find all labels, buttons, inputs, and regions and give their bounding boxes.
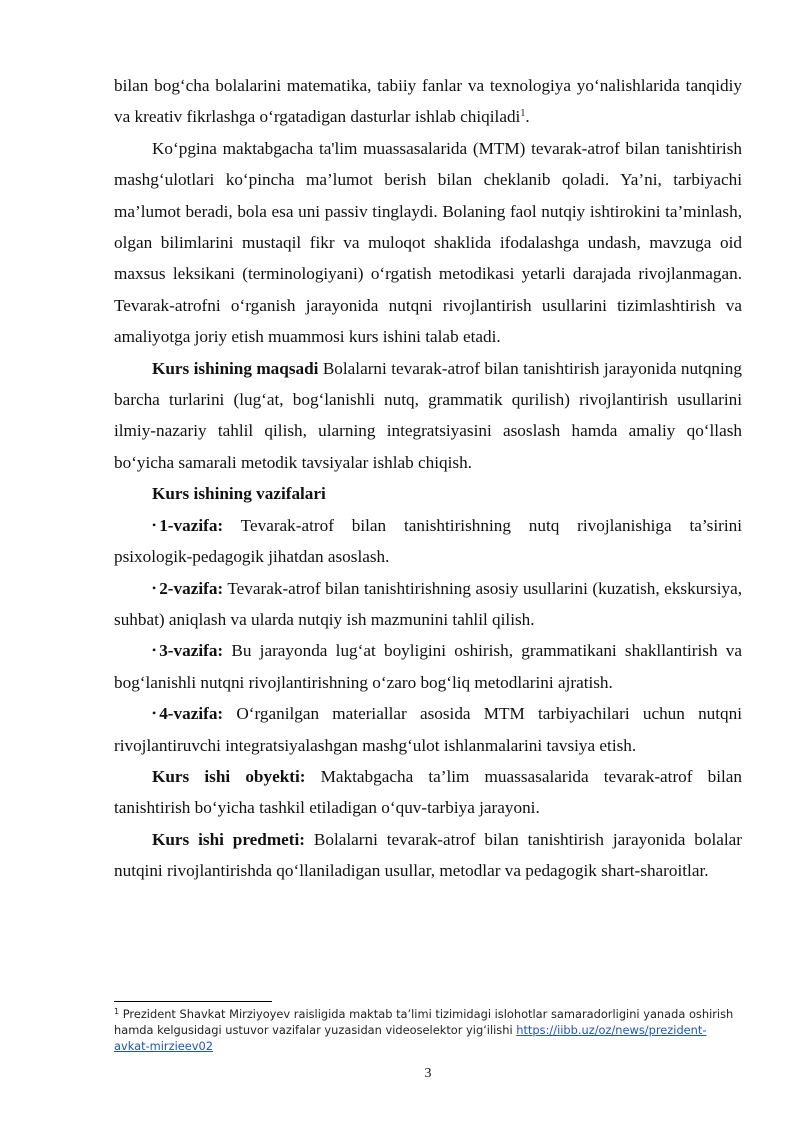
paragraph-text: bilan bog‘cha bolalarini matematika, tabiiy fanlar va texnologiya yo‘nalishlarida tanqidiy va kreativ fikrlashga o‘rgatadigan dasturlar ishlab chiqiladi <box>114 76 742 127</box>
paragraph-intro-continuation <box>114 70 742 133</box>
task-item <box>114 635 742 698</box>
subject-text: Bolalarni tevarak-atrof bilan tanishtirish jarayonida bolalar nutqini rivojlantirishda qo‘llaniladigan usullar, metodlar va pedagogik shart-sharoitlar. <box>114 829 742 881</box>
bullet-icon: • <box>152 580 157 595</box>
object-label: Kurs ishi obyekti: <box>152 766 306 786</box>
task-item <box>114 698 742 761</box>
page-number: 3 <box>424 1066 432 1081</box>
bullet-icon: • <box>152 517 157 532</box>
paragraph-goal <box>114 353 742 479</box>
task-text: Bu jarayonda lug‘at boyligini oshirish, grammatikani shakllantirish va bog‘lanishli nutqni rivojlantirishning o‘zaro bog‘liq metodlarini ajratish. <box>114 641 742 692</box>
task-text: O‘rganilgan materiallar asosida MTM tarbiyachilari uchun nutqni rivojlantiruvchi integratsiyalashgan mashg‘ulot ishlanmalarini tavsiya etish. <box>114 704 742 755</box>
paragraph-subject <box>114 824 742 887</box>
footnote-link[interactable]: https://iibb.uz/oz/news/prezident-avkat-mirzieev02 <box>114 1023 707 1053</box>
goal-label: Kurs ishining maqsadi <box>152 358 319 378</box>
document-page <box>114 70 742 887</box>
paragraph-problem: Ko‘pgina maktabgacha ta'lim muassasalarida (MTM) tevarak-atrof bilan tanishtirish mashg‘ulotlari ko‘pincha ma’lumot berish bilan cheklanib qoladi. Ya’ni, tarbiyachi ma’lumot beradi, bola esa uni passiv tinglaydi. Bolaning faol nutqiy ishtirokini ta’minlash, olgan bilimlarini mustaqil fikr va muloqot shaklida ifodalashga undash, mavzuga oid maxsus leksikani (terminologiyani) o‘rgatish metodikasi yetarli darajada rivojlanmagan. Tevarak-atrofni o‘rganish jarayonida nutqni rivojlantirish usullarini tizimlashtirish va amaliyotga joriy etish muammosi kurs ishini talab etadi. <box>114 138 742 347</box>
footnote-reference[interactable]: 1 <box>520 108 526 120</box>
task-item <box>114 573 742 636</box>
footnote-number: 1 <box>114 1007 120 1016</box>
subject-label: Kurs ishi predmeti: <box>152 829 306 849</box>
bullet-icon: • <box>152 706 157 721</box>
task-text: Tevarak-atrof bilan tanishtirishning nutq rivojlanishiga ta’sirini psixologik-pedagogik jihatdan asoslash. <box>114 515 742 567</box>
object-text: Maktabgacha ta’lim muassasalarida tevarak-atrof bilan tanishtirish bo‘yicha tashkil etiladigan o‘quv-tarbiya jarayoni. <box>114 766 742 818</box>
task-text: Tevarak-atrof bilan tanishtirishning asosiy usullarini (kuzatish, ekskursiya, suhbat) aniqlash va ularda nutqiy ish mazmunini tahlil qilish. <box>114 578 742 629</box>
paragraph-period: . <box>525 107 530 127</box>
task-label: 1-vazifa: <box>159 515 224 535</box>
tasks-heading: Kurs ishining vazifalari <box>152 484 326 504</box>
bullet-icon: • <box>152 643 157 658</box>
task-label: 2-vazifa: <box>159 578 224 598</box>
task-label: 4-vazifa: <box>159 704 224 724</box>
footnote-separator <box>114 1001 272 1002</box>
footnote <box>114 1006 742 1054</box>
task-item <box>114 510 742 573</box>
footnote-text: Prezident Shavkat Mirziyoyev raisligida maktab ta’limi tizimidagi islohotlar samaradorligini yanada oshirish hamda kelgusidagi ustuvor vazifalar yuzasidan videoselektor yig‘ilishi <box>114 1007 734 1037</box>
paragraph-object <box>114 761 742 824</box>
goal-text: Bolalarni tevarak-atrof bilan tanishtirish jarayonida nutqning barcha turlarini (lug‘at, bog‘lanishli nutq, grammatik qurilish) rivojlantirish usullarini ilmiy-nazariy tahlil qilish, ularning integratsiyasini asoslash hamda amaliy qo‘llash bo‘yicha samarali metodik tavsiyalar ishlab chiqish. <box>114 358 742 472</box>
task-label: 3-vazifa: <box>159 641 224 661</box>
